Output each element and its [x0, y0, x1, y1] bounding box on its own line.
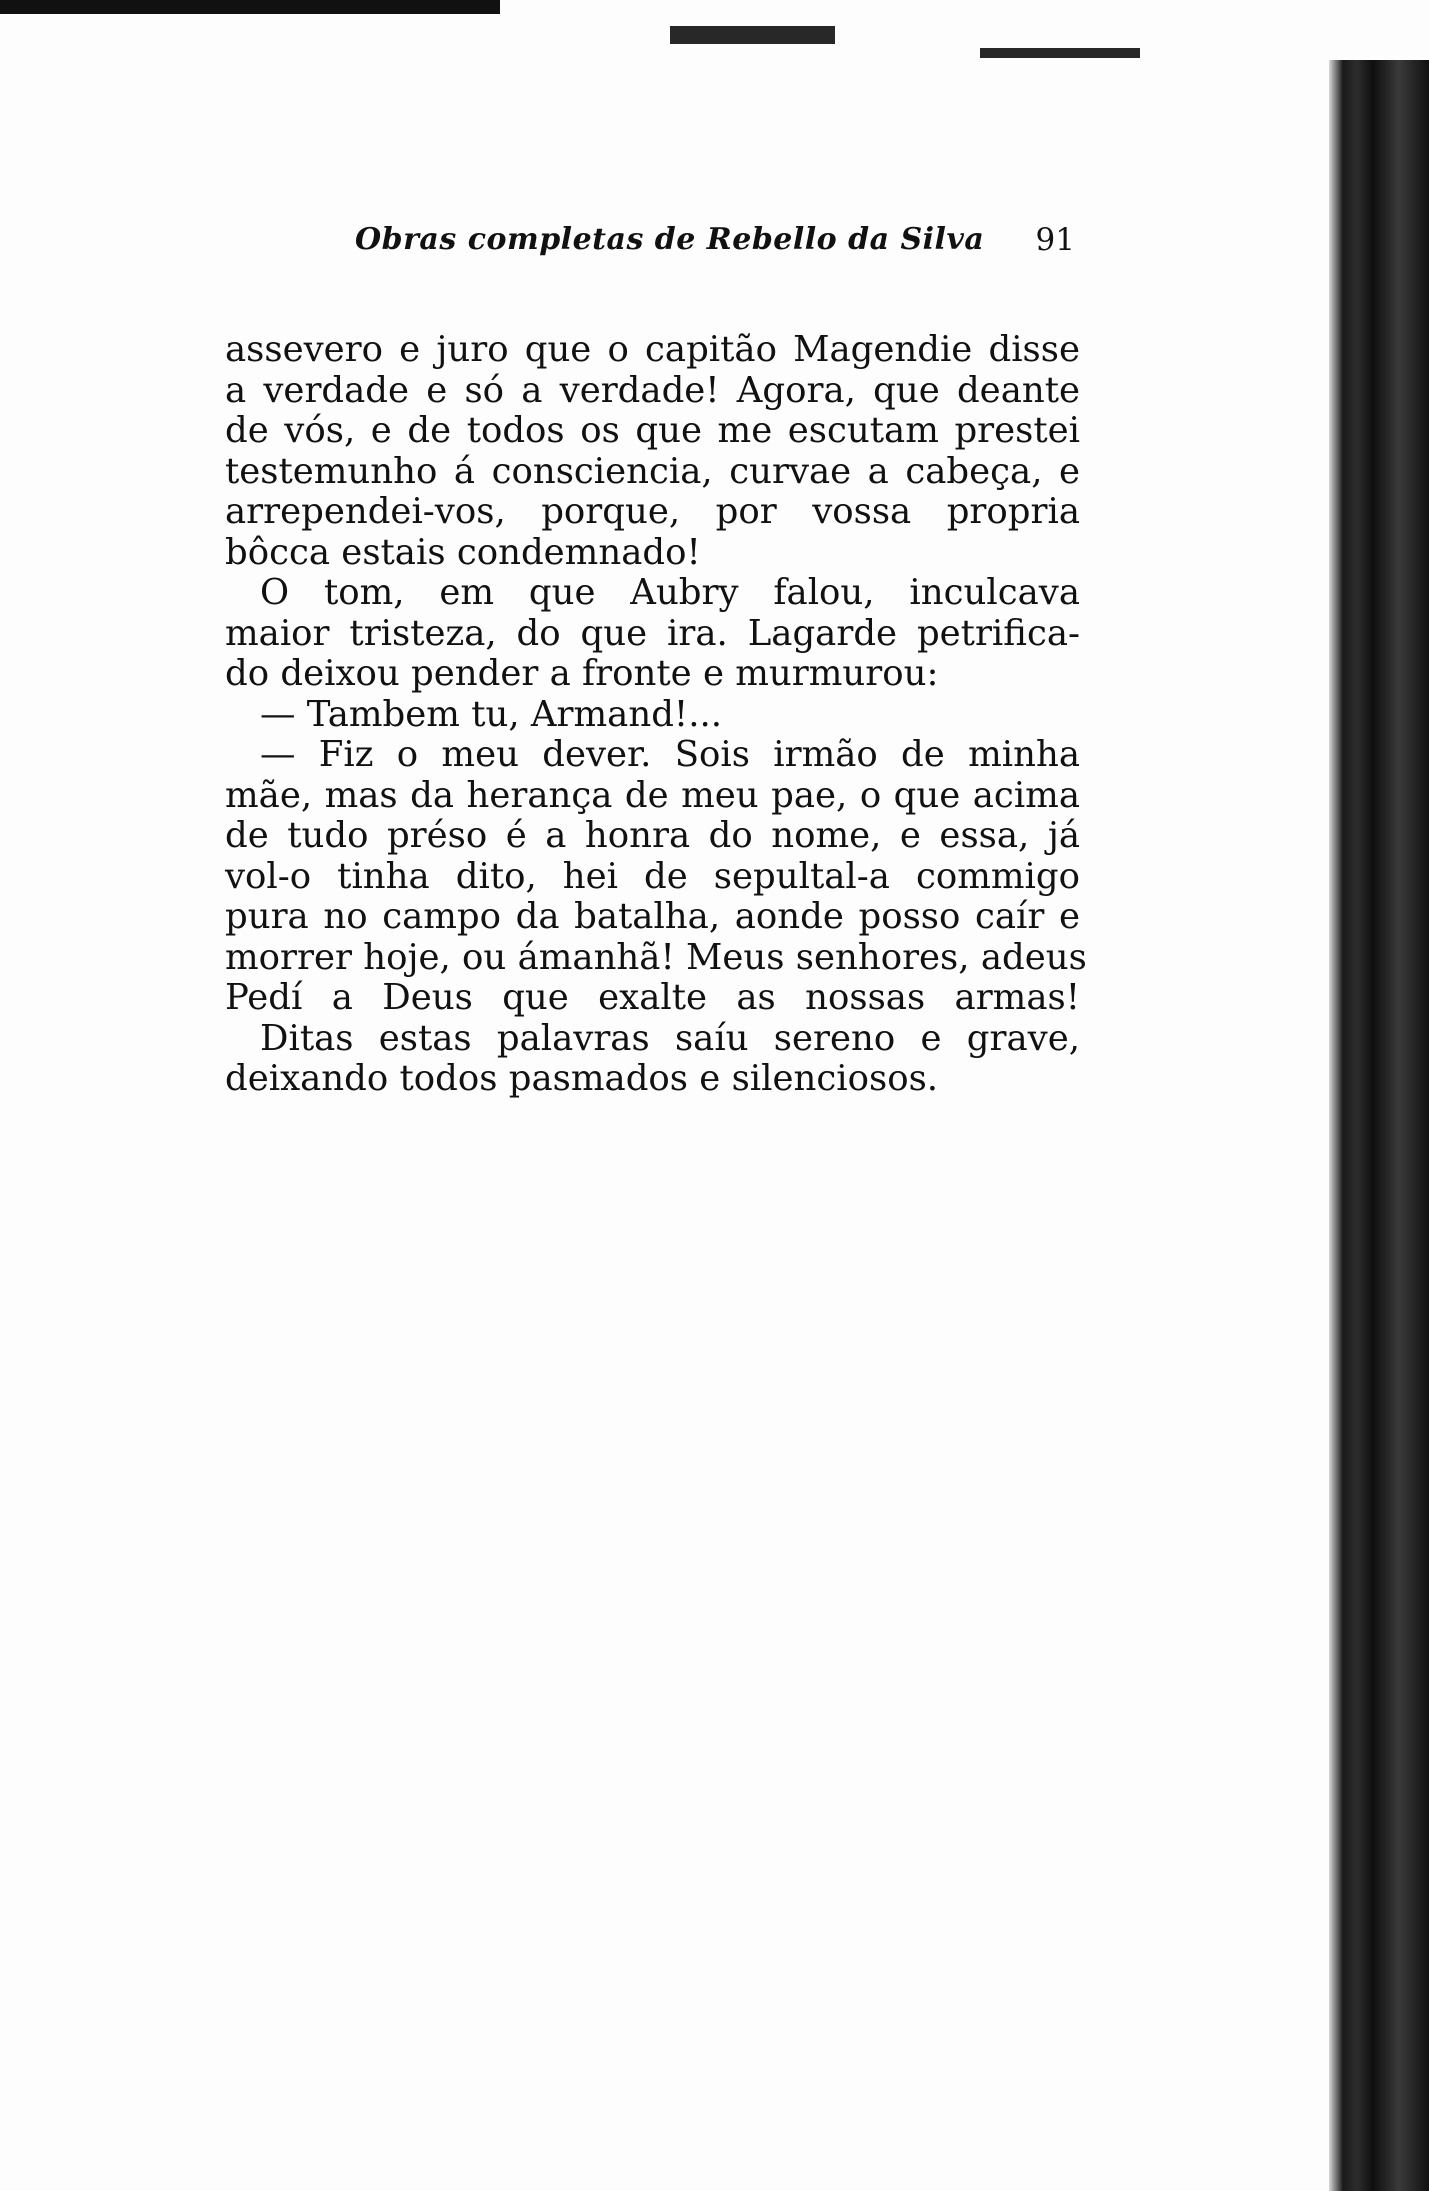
body-text [225, 329, 1087, 1100]
text-line: maior tristeza, do que ira. Lagarde petrifica- [225, 612, 1080, 654]
text-line: Ditas estas palavras saíu sereno e grave, [260, 1017, 1080, 1059]
text-line: arrependei-vos, porque, por vossa propria [225, 491, 1080, 532]
scan-artifact [670, 26, 835, 44]
text-line: do deixou pender a fronte e murmurou: [225, 653, 939, 694]
scan-artifact [0, 0, 500, 14]
text-line: pura no campo da batalha, aonde posso caír e [225, 896, 1080, 937]
running-title: Obras completas de Rebello da Silva [355, 222, 985, 257]
text-line: de vós, e de todos os que me escutam prestei [225, 410, 1080, 451]
text-line: morrer hoje, ou ámanhã! Meus senhores, adeus [225, 936, 1087, 978]
page-edge-shadow [1329, 60, 1429, 2191]
page-number: 91 [1035, 222, 1075, 258]
scan-artifact [980, 48, 1140, 58]
text-line: de tudo préso é a honra do nome, e essa, já [225, 815, 1080, 856]
text-line: deixando todos pasmados e silenciosos. [225, 1058, 939, 1099]
text-line: testemunho á consciencia, curvae a cabeça, e [225, 450, 1080, 492]
running-head [355, 222, 1075, 262]
text-line: — Tambem tu, Armand!... [260, 693, 723, 735]
text-line: bôcca estais condemnado! [225, 531, 701, 573]
text-line: a verdade e só a verdade! Agora, que deante [225, 369, 1080, 411]
text-line: vol-o tinha dito, hei de sepultal-a commigo [225, 855, 1080, 897]
text-line: mãe, mas da herança de meu pae, o que acima [225, 774, 1080, 816]
text-line: O tom, em que Aubry falou, inculcava [260, 572, 1080, 613]
text-line: assevero e juro que o capitão Magendie disse [225, 329, 1080, 370]
text-line: Pedí a Deus que exalte as nossas armas! [225, 977, 1080, 1018]
text-line: — Fiz o meu dever. Sois irmão de minha [260, 734, 1080, 775]
